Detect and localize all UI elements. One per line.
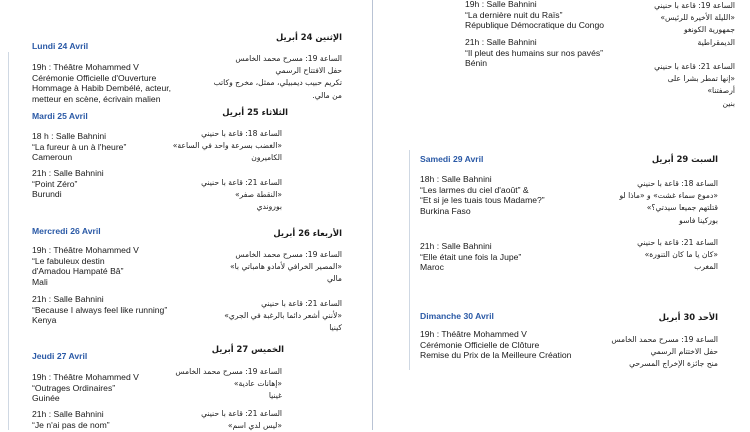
event-line: Kenya bbox=[32, 315, 57, 326]
event-line: الكاميرون bbox=[251, 153, 282, 163]
event-line: «إهانات عادية» bbox=[233, 379, 282, 389]
event-line: 19h : Théâtre Mohammed V bbox=[32, 245, 139, 255]
event-ar bbox=[224, 298, 342, 335]
event-fr bbox=[32, 62, 171, 104]
event-line: “Il pleut des humains sur nos pavés” bbox=[465, 47, 604, 58]
event-line: Guinée bbox=[32, 393, 60, 404]
event-line: “Point Zéro” bbox=[32, 178, 78, 189]
day-date-fr: Mardi 25 Avril bbox=[32, 111, 88, 121]
day-date-fr: Mercredi 26 Avril bbox=[32, 226, 101, 236]
event-line: «كان يا ما كان التنورة» bbox=[644, 250, 718, 260]
day-date-fr: Dimanche 30 Avril bbox=[420, 311, 494, 321]
event-line: “Because I always feel like running” bbox=[32, 304, 168, 315]
event-ar bbox=[654, 61, 735, 110]
center-fold-line bbox=[372, 0, 373, 430]
event-fr bbox=[32, 294, 167, 326]
day-date-ar: الأحد 30 أبريل bbox=[658, 312, 718, 322]
event-line: الساعة 21: قاعة با حنيني bbox=[654, 62, 735, 71]
event-ar bbox=[173, 128, 282, 165]
event-ar bbox=[619, 178, 718, 227]
event-line: الساعة 21: قاعة با حنيني bbox=[201, 178, 282, 187]
event-line: Remise du Prix de la Meilleure Création bbox=[420, 350, 572, 361]
event-line: «النقطة صفر» bbox=[234, 190, 282, 200]
event-line: “Et si je les tuais tous Madame?” bbox=[420, 195, 545, 206]
event-line: 21h : Salle Bahnini bbox=[420, 241, 492, 251]
event-line: تكريم حبيب ديمبيلي، ممثل، مخرج وكاتب bbox=[213, 78, 342, 88]
event-line: الساعة 18: قاعة با حنيني bbox=[637, 179, 718, 188]
day-date-ar: الثلاثاء 25 أبريل bbox=[222, 107, 288, 117]
event-fr bbox=[32, 131, 126, 163]
day-date-ar: الأربعاء 26 أبريل bbox=[273, 228, 342, 238]
event-line: أرصفتنا» bbox=[707, 86, 735, 96]
event-line: Cérémonie Officielle de Clôture bbox=[420, 339, 540, 350]
event-line: الساعة 19: مسرح محمد الخامس bbox=[175, 367, 282, 376]
event-line: Cameroun bbox=[32, 152, 73, 163]
event-line: “Les larmes du ciel d'août” & bbox=[420, 184, 529, 195]
event-ar bbox=[637, 237, 718, 274]
day-date-ar: الإثنين 24 أبريل bbox=[276, 32, 342, 42]
event-line: 18h : Salle Bahnini bbox=[420, 174, 492, 184]
event-line: مالي bbox=[326, 274, 342, 284]
event-line: الديمقراطية bbox=[697, 37, 735, 47]
event-line: قتلتهم جميعا سيدتي؟» bbox=[646, 203, 718, 213]
event-line: من مالي. bbox=[312, 90, 342, 100]
event-fr bbox=[420, 329, 571, 361]
event-line: «دموع سماء غشت» و «ماذا لو bbox=[619, 191, 718, 201]
day-date-fr: Jeudi 27 Avril bbox=[32, 351, 88, 361]
event-line: حفل الافتتاح الرسمي bbox=[275, 66, 342, 76]
event-fr bbox=[32, 168, 104, 200]
day-date-fr: Lundi 24 Avril bbox=[32, 41, 89, 51]
event-line: الساعة 19: مسرح محمد الخامس bbox=[235, 250, 342, 259]
event-line: الساعة 19: مسرح محمد الخامس bbox=[235, 54, 342, 63]
event-line: “Je n'ai pas de nom” bbox=[32, 419, 110, 430]
event-line: كينيا bbox=[329, 323, 342, 333]
event-line: Burkina Faso bbox=[420, 205, 471, 216]
event-line: بوروندي bbox=[256, 202, 282, 212]
event-line: République Démocratique du Congo bbox=[465, 20, 605, 31]
event-ar bbox=[230, 249, 342, 286]
event-line: «إنها تمطر بشرا على bbox=[667, 74, 735, 84]
event-line: Bénin bbox=[465, 58, 487, 69]
event-ar bbox=[611, 334, 718, 371]
event-line: بنين bbox=[722, 98, 735, 108]
event-line: Burundi bbox=[32, 189, 62, 200]
event-line: “La dernière nuit du Raïs” bbox=[465, 9, 563, 20]
event-line: الساعة 19: قاعة با حنيني bbox=[654, 1, 735, 10]
event-line: غينيا bbox=[268, 391, 282, 401]
event-line: «المصير الخرافي لأمادو هامباتي با» bbox=[229, 262, 342, 272]
event-line: بوركينا فاسو bbox=[679, 215, 718, 225]
event-line: «ليس لدي اسم» bbox=[227, 421, 282, 431]
day-date-ar: الخميس 27 أبريل bbox=[211, 344, 284, 354]
event-line: المغرب bbox=[694, 262, 718, 272]
event-fr bbox=[465, 0, 604, 31]
event-line: 19h : Théâtre Mohammed V bbox=[420, 329, 527, 339]
event-line: «الغضب بسرعة واحد في الساعة» bbox=[172, 141, 282, 151]
vertical-rule-left bbox=[8, 52, 9, 430]
event-ar bbox=[201, 408, 282, 432]
event-line: metteur en scène, écrivain malien bbox=[32, 93, 161, 104]
event-line: “Outrages Ordinaires” bbox=[32, 382, 116, 393]
event-line: d'Amadou Hampaté Bâ” bbox=[32, 266, 124, 277]
event-line: 21h : Salle Bahnini bbox=[32, 168, 104, 178]
event-fr bbox=[420, 241, 521, 273]
event-fr bbox=[465, 37, 603, 69]
event-line: Mali bbox=[32, 276, 48, 287]
event-line: “Elle était une fois la Jupe” bbox=[420, 251, 522, 262]
event-line: 21h : Salle Bahnini bbox=[32, 409, 104, 419]
event-fr bbox=[420, 174, 545, 216]
event-line: الساعة 21: قاعة با حنيني bbox=[261, 299, 342, 308]
event-line: الساعة 21: قاعة با حنيني bbox=[201, 409, 282, 418]
event-line: Hommage à Habib Dembélé, acteur, bbox=[32, 83, 172, 94]
event-line: حفل الاختتام الرسمي bbox=[650, 347, 718, 357]
event-line: “Le fabuleux destin bbox=[32, 255, 105, 266]
event-line: منح جائزة الإخراج المسرحي bbox=[629, 359, 718, 369]
event-ar bbox=[201, 177, 282, 214]
event-line: “La fureur à un à l'heure” bbox=[32, 141, 127, 152]
event-line: الساعة 21: قاعة با حنيني bbox=[637, 238, 718, 247]
event-line: Maroc bbox=[420, 262, 444, 273]
event-line: جمهورية الكونغو bbox=[683, 25, 735, 35]
event-fr bbox=[32, 245, 139, 287]
event-line: 21h : Salle Bahnini bbox=[32, 294, 104, 304]
event-line: 18 h : Salle Bahnini bbox=[32, 131, 107, 141]
event-ar bbox=[214, 53, 342, 102]
event-line: «الليلة الأخيرة للرئيس» bbox=[660, 13, 735, 23]
event-line: الساعة 19: مسرح محمد الخامس bbox=[611, 335, 718, 344]
event-line: الساعة 18: قاعة با حنيني bbox=[201, 129, 282, 138]
vertical-rule-right bbox=[409, 150, 410, 370]
event-line: Cérémonie Officielle d'Ouverture bbox=[32, 72, 157, 83]
event-line: 19h : Théâtre Mohammed V bbox=[32, 372, 139, 382]
event-line: «لأنني أشعر دائما بالرغبة في الجري» bbox=[224, 311, 342, 321]
day-date-ar: السبت 29 أبريل bbox=[651, 154, 718, 164]
event-fr bbox=[32, 409, 110, 430]
event-line: 21h : Salle Bahnini bbox=[465, 37, 537, 47]
event-ar bbox=[654, 0, 735, 49]
event-ar bbox=[175, 366, 282, 403]
event-line: 19h : Théâtre Mohammed V bbox=[32, 62, 139, 72]
event-line: 19h : Salle Bahnini bbox=[465, 0, 537, 9]
day-date-fr: Samedi 29 Avril bbox=[420, 154, 484, 164]
event-fr bbox=[32, 372, 139, 404]
